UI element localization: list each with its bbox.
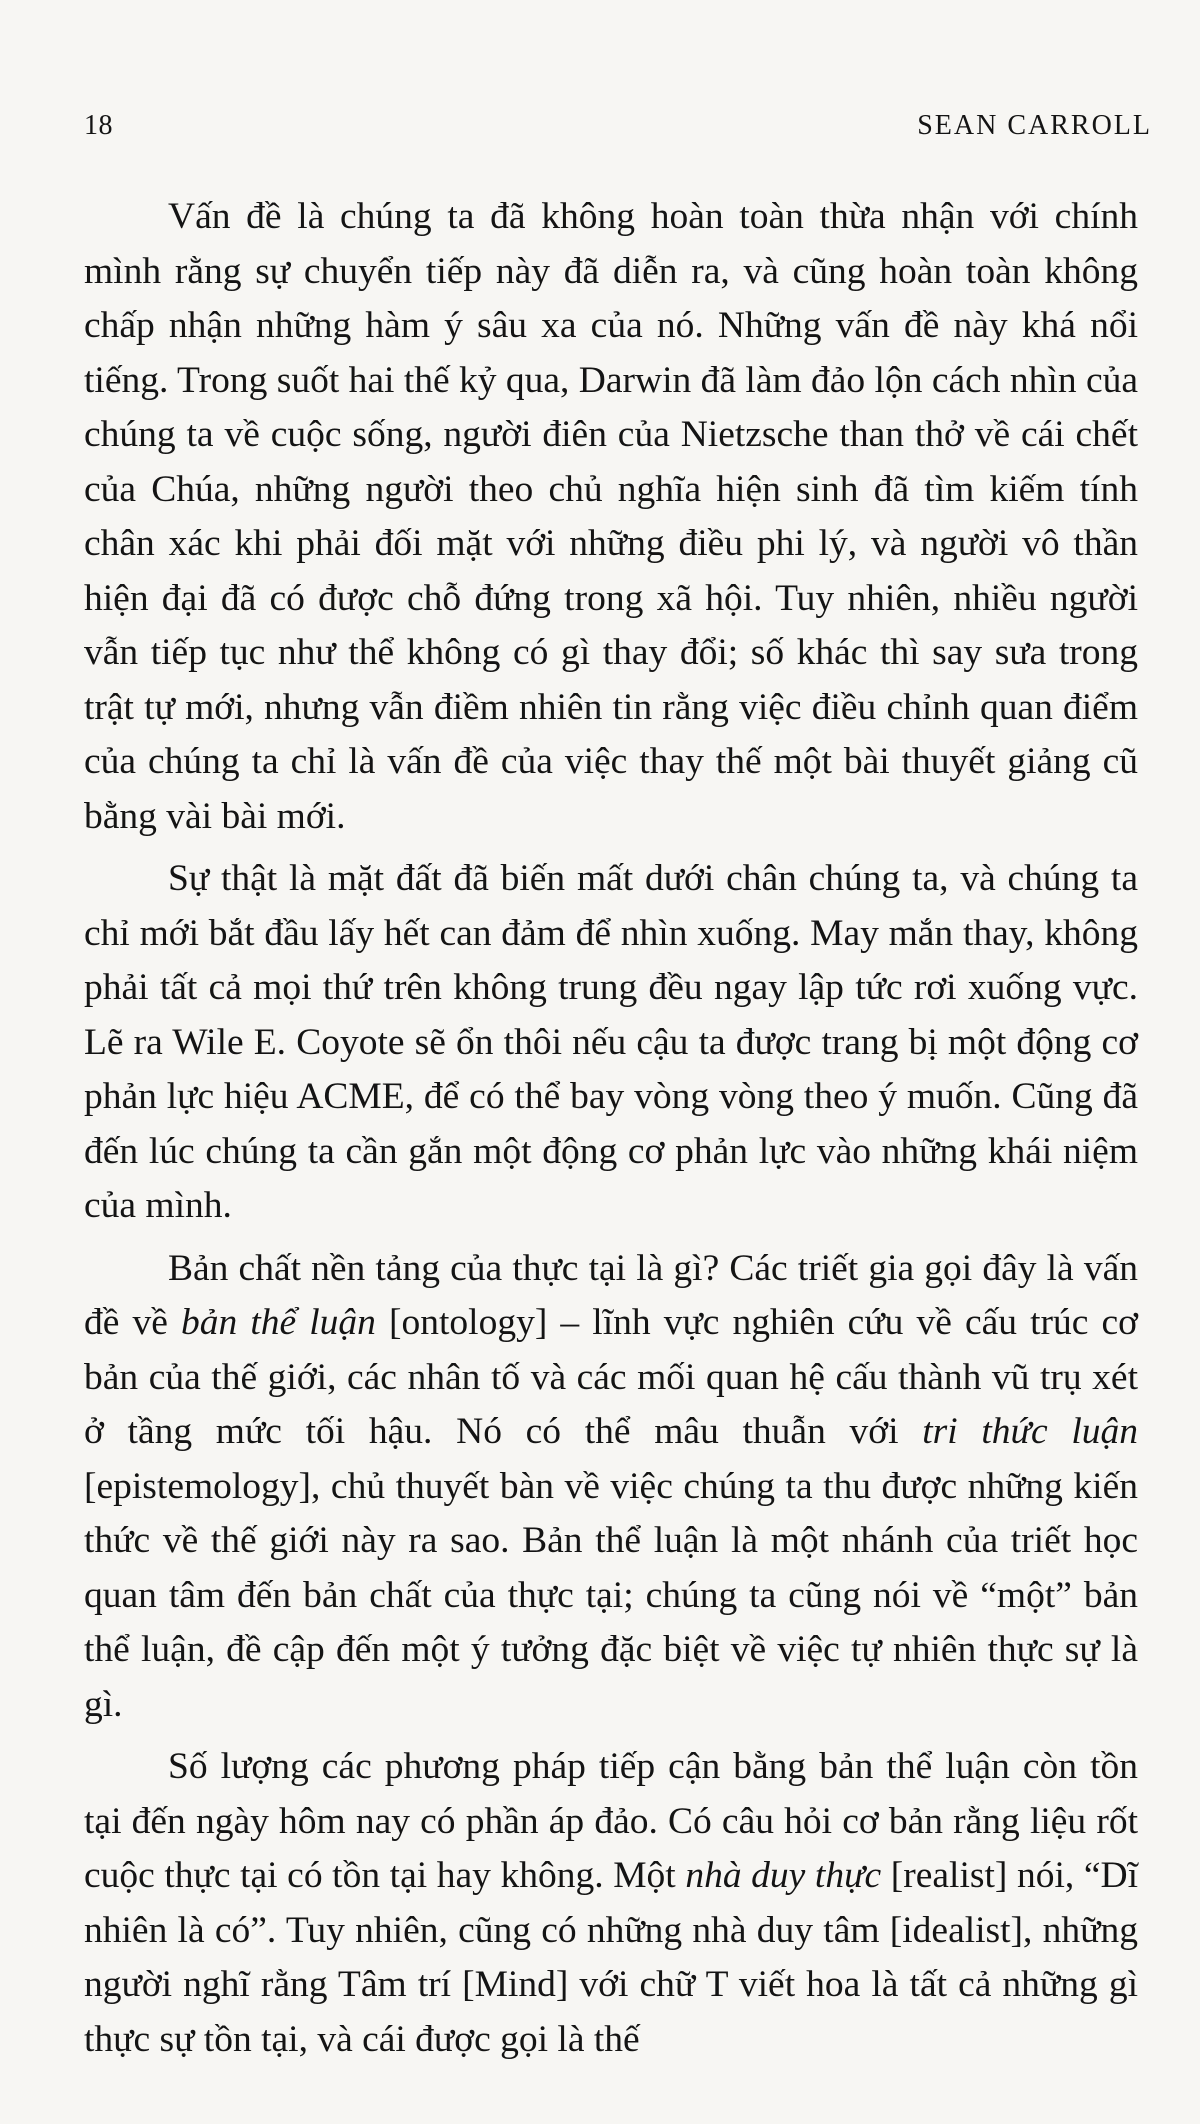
paragraph-4: [84, 1740, 1138, 2067]
paragraph-3-text-b: [ontology] – lĩnh vực nghiên cứu về cấu trúc cơ bản của thế giới, các nhân tố và các mối quan hệ cấu thành vũ trụ xét ở tầng mức tối hậu. Nó có thể mâu thuẫn với: [84, 1302, 1138, 1452]
body-text: [84, 190, 1138, 2075]
term-ontology-vi: bản thể luận: [180, 1302, 376, 1343]
paragraph-2-text: Sự thật là mặt đất đã biến mất dưới chân chúng ta, và chúng ta chỉ mới bắt đầu lấy hết can đảm để nhìn xuống. May mắn thay, không phải tất cả mọi thứ trên không trung đều ngay lập tức rơi xuống vực. Lẽ ra Wile E. Coyote sẽ ổn thôi nếu cậu ta được trang bị một động cơ phản lực hiệu ACME, để có thể bay vòng vòng theo ý muốn. Cũng đã đến lúc chúng ta cần gắn một động cơ phản lực vào những khái niệm của mình.: [84, 858, 1138, 1226]
paragraph-3-text-c: [epistemology], chủ thuyết bàn về việc chúng ta thu được những kiến thức về thế giới này ra sao. Bản thể luận là một nhánh của triết học quan tâm đến bản chất của thực tại; chúng ta cũng nói về “một” bản thể luận, đề cập đến một ý tưởng đặc biệt về việc tự nhiên thực sự là gì.: [84, 1465, 1138, 1725]
paragraph-2: [84, 852, 1138, 1234]
paragraph-1: [84, 190, 1138, 844]
paragraph-4-text-b: [realist] nói, “Dĩ nhiên là có”. Tuy nhiên, cũng có những nhà duy tâm [idealist], những người nghĩ rằng Tâm trí [Mind] với chữ T viết hoa là tất cả những gì thực sự tồn tại, và cái được gọi là thế: [84, 1855, 1139, 2060]
paragraph-3-text-a: Bản chất nền tảng của thực tại là gì? Các triết gia gọi đây là vấn đề về: [84, 1247, 1138, 1343]
term-epistemology-vi: tri thức luận: [922, 1411, 1138, 1452]
page-number: 18: [84, 110, 113, 141]
running-head-author: SEAN CARROLL: [917, 110, 1152, 141]
term-realist-vi: nhà duy thực: [685, 1855, 882, 1896]
paragraph-3: [84, 1242, 1138, 1733]
page-header: [84, 110, 1152, 150]
paragraph-1-text: Vấn đề là chúng ta đã không hoàn toàn thừa nhận với chính mình rằng sự chuyển tiếp này đã diễn ra, và cũng hoàn toàn không chấp nhận những hàm ý sâu xa của nó. Những vấn đề này khá nổi tiếng. Trong suốt hai thế kỷ qua, Darwin đã làm đảo lộn cách nhìn của chúng ta về cuộc sống, người điên của Nietzsche than thở về cái chết của Chúa, những người theo chủ nghĩa hiện sinh đã tìm kiếm tính chân xác khi phải đối mặt với những điều phi lý, và người vô thần hiện đại đã có được chỗ đứng trong xã hội. Tuy nhiên, nhiều người vẫn tiếp tục như thể không có gì thay đổi; số khác thì say sưa trong trật tự mới, nhưng vẫn điềm nhiên tin rằng việc điều chỉnh quan điểm của chúng ta chỉ là vấn đề của việc thay thế một bài thuyết giảng cũ bằng vài bài mới.: [84, 196, 1138, 837]
paragraph-4-text-a: Số lượng các phương pháp tiếp cận bằng bản thể luận còn tồn tại đến ngày hôm nay có phần áp đảo. Có câu hỏi cơ bản rằng liệu rốt cuộc thực tại có tồn tại hay không. Một: [84, 1746, 1138, 1896]
